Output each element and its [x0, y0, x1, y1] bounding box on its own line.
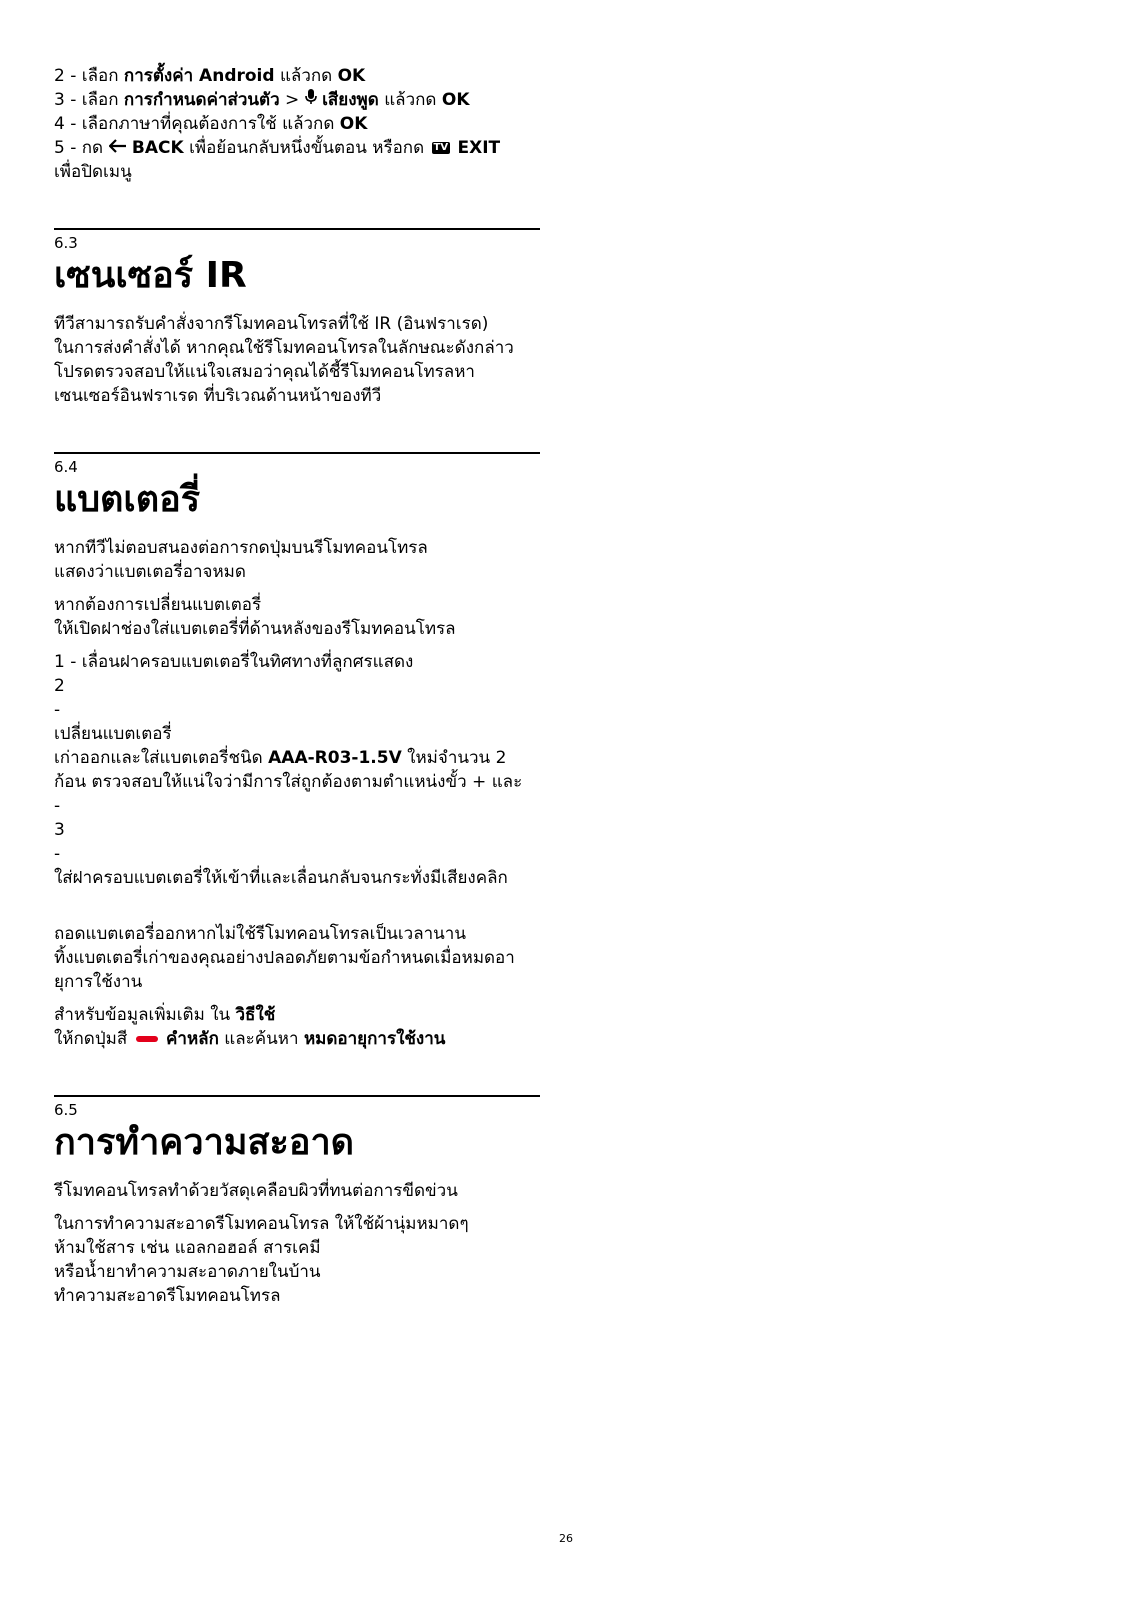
step-text: แล้วกด — [274, 66, 338, 86]
page-number: 26 — [559, 1532, 573, 1545]
paragraph-line: แสดงว่าแบตเตอรี่อาจหมด — [54, 562, 246, 582]
step-text: 5 - กด — [54, 138, 109, 158]
battery-step-2-number: 2 — [54, 676, 65, 696]
text-column — [54, 64, 540, 1308]
paragraph-line: รีโมทคอนโทรลทำด้วยวัสดุเคลือบผิวที่ทนต่อการขีดข่วน — [54, 1181, 458, 1201]
paragraph-line: หรือน้ำยาทำความสะอาดภายในบ้าน — [54, 1262, 321, 1282]
paragraph-line: โปรดตรวจสอบให้แน่ใจเสมอว่าคุณได้ชี้รีโมทคอนโทรลหา — [54, 362, 475, 382]
battery-type: AAA-R03-1.5V — [268, 748, 402, 768]
ok-key: OK — [337, 66, 366, 86]
section-number: 6.5 — [54, 1101, 78, 1119]
step-text: เพื่อย้อนกลับหนึ่งขั้นตอน หรือกด — [183, 138, 430, 158]
step-text: 4 - เลือกภาษาที่คุณต้องการใช้ แล้วกด — [54, 114, 340, 134]
section-divider — [54, 452, 540, 454]
section-divider — [54, 228, 540, 230]
step-dash: - — [54, 796, 61, 816]
end-of-use-term: หมดอายุการใช้งาน — [303, 1029, 446, 1049]
section-title: เซนเซอร์ IR — [54, 255, 247, 296]
step-2 — [54, 64, 540, 88]
section-title: การทำความสะอาด — [54, 1122, 355, 1163]
section-6-3 — [54, 228, 540, 408]
help-term: วิธีใช้ — [235, 1005, 276, 1025]
paragraph-line: ใส่ฝาครอบแบตเตอรี่ให้เข้าที่และเลื่อนกลับจนกระทั่งมีเสียงคลิก — [54, 868, 508, 888]
paragraph-line: ทีวีสามารถรับคำสั่งจากรีโมทคอนโทรลที่ใช้ IR (อินฟราเรด) — [54, 314, 489, 334]
step-text: แล้วกด — [378, 90, 442, 110]
ok-key: OK — [339, 114, 368, 134]
paragraph-line: ห้ามใช้สาร เช่น แอลกอฮอล์ สารเคมี — [54, 1238, 321, 1258]
paragraph-line: ถอดแบตเตอรี่ออกหากไม่ใช้รีโมทคอนโทรลเป็นเวลานาน — [54, 924, 466, 944]
paragraph-line: ทำความสะอาดรีโมทคอนโทรล — [54, 1286, 281, 1306]
keyword-line — [54, 1027, 540, 1051]
battery-step-3-number: 3 — [54, 820, 65, 840]
section-6-5 — [54, 1095, 540, 1308]
step-text: ใหม่จำนวน 2 — [401, 748, 507, 768]
exit-key: EXIT — [457, 138, 501, 158]
tv-icon: TV — [433, 142, 449, 153]
menu-term: เสียงพูด — [322, 90, 379, 110]
ok-key: OK — [441, 90, 470, 110]
paragraph-line: ให้เปิดฝาช่องใส่แบตเตอรี่ที่ด้านหลังของรีโมทคอนโทรล — [54, 619, 456, 639]
red-color-key-icon — [136, 1036, 158, 1042]
back-arrow-icon — [109, 136, 127, 160]
menu-term: การกำหนดค่าส่วนตัว — [123, 90, 280, 110]
paragraph-line: ในการทำความสะอาดรีโมทคอนโทรล ให้ใช้ผ้านุ่มหมาดๆ — [54, 1214, 469, 1234]
step-text: ให้กดปุ่มสี — [54, 1029, 133, 1049]
help-line — [54, 1003, 540, 1027]
step-text: 3 - เลือก — [54, 90, 124, 110]
paragraph-line: หากต้องการเปลี่ยนแบตเตอรี่ — [54, 595, 262, 615]
step-text: 2 - เลือก — [54, 66, 124, 86]
paragraph-line: เซนเซอร์อินฟราเรด ที่บริเวณด้านหน้าของทีวี — [54, 386, 382, 406]
step-4 — [54, 112, 540, 136]
step-5-continued: เพื่อปิดเมนู — [54, 162, 132, 182]
section-number: 6.3 — [54, 234, 78, 252]
paragraph-line: ก้อน ตรวจสอบให้แน่ใจว่ามีการใส่ถูกต้องตามตำแหน่งขั้ว + และ — [54, 772, 523, 792]
battery-type-line — [54, 746, 540, 770]
paragraph-line: ยุการใช้งาน — [54, 972, 143, 992]
keywords-term: คำหลัก — [166, 1029, 219, 1049]
section-title: แบตเตอรี่ — [54, 479, 201, 520]
step-dash: - — [54, 844, 61, 864]
microphone-icon — [305, 88, 317, 112]
battery-step-1: 1 - เลื่อนฝาครอบแบตเตอรี่ในทิศทางที่ลูกศรแสดง — [54, 652, 414, 672]
paragraph-line: ทิ้งแบตเตอรี่เก่าของคุณอย่างปลอดภัยตามข้อกำหนดเมื่อหมดอา — [54, 948, 515, 968]
step-5 — [54, 136, 540, 160]
separator: > — [279, 90, 305, 110]
section-6-4 — [54, 452, 540, 1051]
step-dash: - — [54, 700, 61, 720]
section-divider — [54, 1095, 540, 1097]
back-key: BACK — [131, 138, 184, 158]
paragraph-line: ในการส่งคำสั่งได้ หากคุณใช้รีโมทคอนโทรลในลักษณะดังกล่าว — [54, 338, 514, 358]
step-text: เก่าออกและใส่แบตเตอรี่ชนิด — [54, 748, 269, 768]
paragraph-line: หากทีวีไม่ตอบสนองต่อการกดปุ่มบนรีโมทคอนโทรล — [54, 538, 428, 558]
menu-term: การตั้งค่า Android — [123, 66, 275, 86]
intro-steps — [54, 64, 540, 184]
section-number: 6.4 — [54, 458, 78, 476]
step-3 — [54, 88, 540, 112]
paragraph-line: เปลี่ยนแบตเตอรี่ — [54, 724, 172, 744]
step-text: และค้นหา — [218, 1029, 304, 1049]
step-text: สำหรับข้อมูลเพิ่มเติม ใน — [54, 1005, 236, 1025]
